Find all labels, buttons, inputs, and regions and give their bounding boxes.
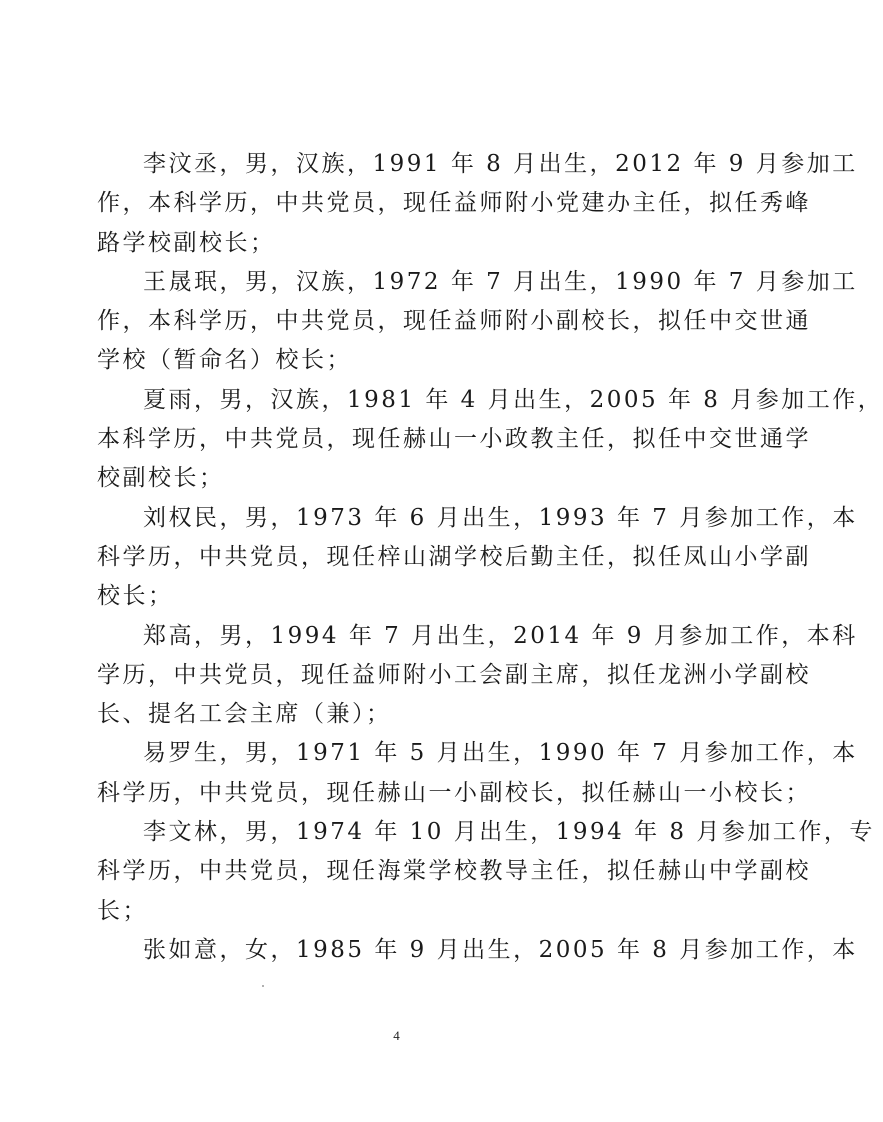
paragraph-line: 学校（暂命名）校长； [97,347,352,374]
paragraph-line: 长； [97,897,148,924]
paragraph-line: 李汶丞，男，汉族，1991 年 8 月出生，2012 年 9 月参加工 [143,151,858,177]
paragraph-line: 王晟珉，男，汉族，1972 年 7 月出生，1990 年 7 月参加工 [143,268,858,295]
paragraph-appointment-3 [97,381,883,499]
paragraph-line: 科学历，中共党员，现任赫山一小副校长，拟任赫山一小校长； [97,779,811,806]
paragraph-line: 易罗生，男，1971 年 5 月出生，1990 年 7 月参加工作，本 [143,740,858,767]
scan-speck [262,985,264,987]
paragraph-line: 校长； [97,583,174,610]
paragraph-appointment-7 [97,813,875,931]
paragraph-appointment-1 [97,145,858,263]
paragraph-line: 作，本科学历，中共党员，现任益师附小党建办主任，拟任秀峰 [97,190,811,217]
paragraph-line: 路学校副校长； [97,229,276,256]
paragraph-line: 本科学历，中共党员，现任赫山一小政教主任，拟任中交世通学 [97,426,811,453]
paragraph-appointment-2 [97,263,858,381]
paragraph-line: 李文林，男，1974 年 10 月出生，1994 年 8 月参加工作，专 [143,819,875,846]
paragraph-line: 校副校长； [97,465,225,492]
paragraph-line: 夏雨，男，汉族，1981 年 4 月出生，2005 年 8 月参加工作， [143,386,883,413]
paragraph-appointment-8 [97,931,858,970]
paragraph-line: 作，本科学历，中共党员，现任益师附小副校长，拟任中交世通 [97,308,811,335]
paragraph-appointment-5 [97,617,858,735]
paragraph-appointment-6 [97,734,858,813]
paragraph-line: 科学历，中共党员，现任梓山湖学校后勤主任，拟任凤山小学副 [97,543,811,570]
document-body [97,145,883,970]
paragraph-line: 郑高，男，1994 年 7 月出生，2014 年 9 月参加工作，本科 [143,622,858,649]
paragraph-line: 科学历，中共党员，现任海棠学校教导主任，拟任赫山中学副校 [97,858,811,885]
page-number: 4 [393,1028,400,1043]
paragraph-line: 长、提名工会主席（兼）； [97,701,392,728]
paragraph-line: 刘权民，男，1973 年 6 月出生，1993 年 7 月参加工作，本 [143,504,858,531]
paragraph-line: 张如意，女，1985 年 9 月出生，2005 年 8 月参加工作，本 [143,936,858,963]
paragraph-line: 学历，中共党员，现任益师附小工会副主席，拟任龙洲小学副校 [97,661,811,688]
paragraph-appointment-4 [97,499,858,617]
